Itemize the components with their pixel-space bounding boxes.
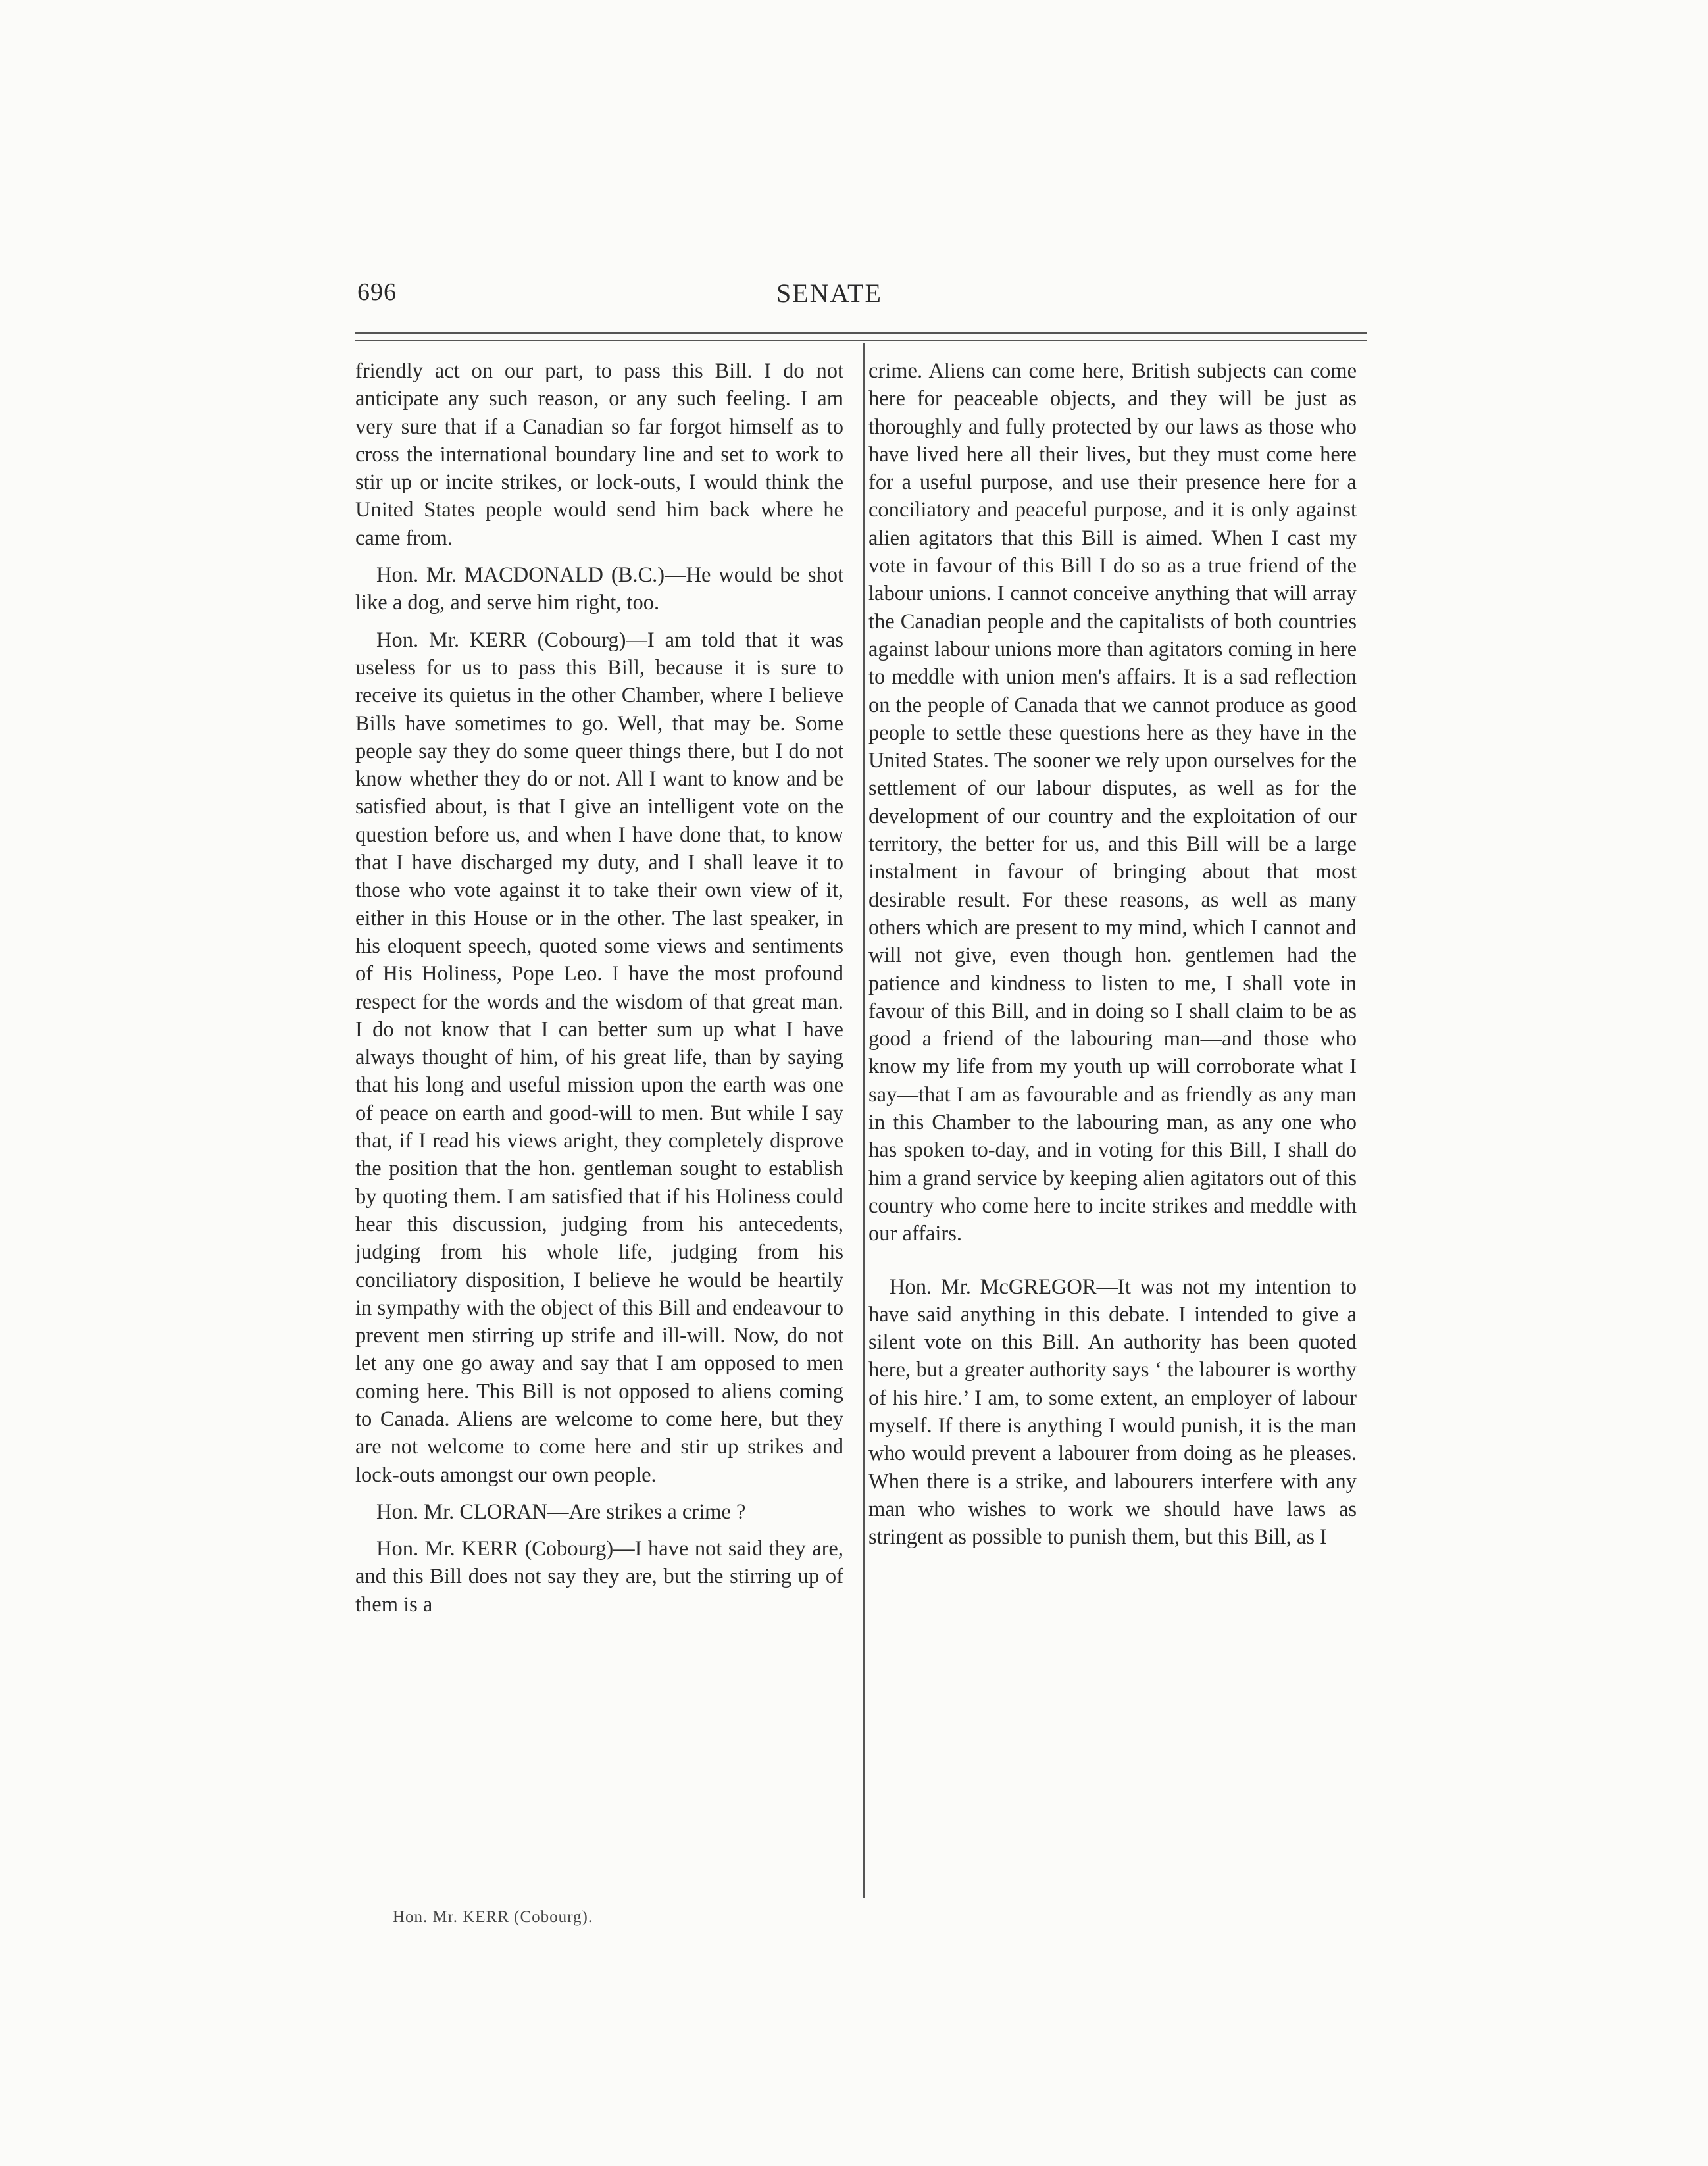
paragraph: Hon. Mr. KERR (Cobourg)—I have not said they are, and this Bill does not say they are, but the stirring up of them is a <box>355 1537 843 1617</box>
footer-speaker-cite: Hon. Mr. KERR (Cobourg). <box>393 1908 593 1926</box>
header-rule-bottom <box>355 340 1367 341</box>
page-number: 696 <box>357 278 397 306</box>
paragraph: Hon. Mr. MACDONALD (B.C.)—He would be shot like a dog, and serve him right, too. <box>355 563 843 615</box>
left-column <box>355 357 843 1619</box>
header-rule-top <box>355 332 1367 334</box>
running-head: SENATE <box>776 278 882 308</box>
paragraph: crime. Aliens can come here, British subjects can come here for peaceable objects, and they will be just as thoroughly and fully protected by our laws as those who have lived here all their lives, but they must come here for a useful purpose, and use their presence here for a conciliatory and peaceful purpose, and it is only against alien agitators that this Bill is aimed. When I cast my vote in favour of this Bill I do so as a true friend of the labour unions. I cannot conceive anything that will array the Canadian people and the capitalists of both countries against labour unions more than agitators coming in here to meddle with union men's affairs. It is a sad reflection on the people of Canada that we cannot produce as good people to settle these questions here as they have in the United States. The sooner we rely upon ourselves for the settlement of our labour disputes, as well as for the development of our country and the exploitation of our territory, the better for us, and this Bill will be a large instalment in favour of bringing about that most desirable result. For these reasons, as well as many others which are present to my mind, which I cannot and will not give, even though hon. gentlemen had the patience and kindness to listen to me, I shall vote in favour of this Bill, and in doing so I shall claim to be as good a friend of the labouring man—and those who know my life from my youth up will corroborate what I say—that I am as favourable and as friendly as any man in this Chamber to the labouring man, as any one who has spoken to-day, and in voting for this Bill, I shall do him a grand service by keeping alien agitators out of this country who come here to incite strikes and meddle with our affairs. <box>868 359 1357 1246</box>
right-column <box>868 357 1357 1551</box>
paragraph: Hon. Mr. KERR (Cobourg)—I am told that it was useless for us to pass this Bill, because it is sure to receive its quietus in the other Chamber, where I believe Bills have sometimes to go. Well, that may be. Some people say they do some queer things there, but I do not know whether they do or not. All I want to know and be satisfied about, is that I give an intelligent vote on the question before us, and when I have done that, to know that I have discharged my duty, and I shall leave it to those who vote against it to take their own view of it, either in this House or in the other. The last speaker, in his eloquent speech, quoted some views and sentiments of His Holiness, Pope Leo. I have the most profound respect for the words and the wisdom of that great man. I do not know that I can better sum up what I have always thought of him, of his great life, than by saying that his long and useful mission upon the earth was one of peace on earth and good-will to men. But while I say that, if I read his views aright, they completely disprove the position that the hon. gentleman sought to establish by quoting them. I am satisfied that if his Holiness could hear this discussion, judging from his antecedents, judging from his whole life, judging from his conciliatory disposition, I believe he would be heartily in sympathy with the object of this Bill and endeavour to prevent men stirring up strife and ill-will. Now, do not let any one go away and say that I am opposed to men coming here. This Bill is not opposed to aliens coming to Canada. Aliens are welcome to come here, but they are not welcome to come here and stir up strikes and lock-outs amongst our own people. <box>355 628 843 1487</box>
column-divider <box>863 343 865 1898</box>
paragraph: Hon. Mr. CLORAN—Are strikes a crime ? <box>376 1499 746 1524</box>
paragraph: Hon. Mr. McGREGOR—It was not my intention to have said anything in this debate. I intended to give a silent vote on this Bill. An authority has been quoted here, but a greater authority says ‘ the labourer is worthy of his hire.’ I am, to some extent, an employer of labour myself. If there is anything I would punish, it is the man who would prevent a labourer from doing as he pleases. When there is a strike, and labourers interfere with any man who wishes to work we should have laws as stringent as possible to punish them, but this Bill, as I <box>868 1274 1357 1549</box>
paragraph: friendly act on our part, to pass this Bill. I do not anticipate any such reason, or any such feeling. I am very sure that if a Canadian so far forgot himself as to cross the international boundary line and set to work to stir up or incite strikes, or lock-outs, I would think the United States people would send him back where he came from. <box>355 359 843 550</box>
